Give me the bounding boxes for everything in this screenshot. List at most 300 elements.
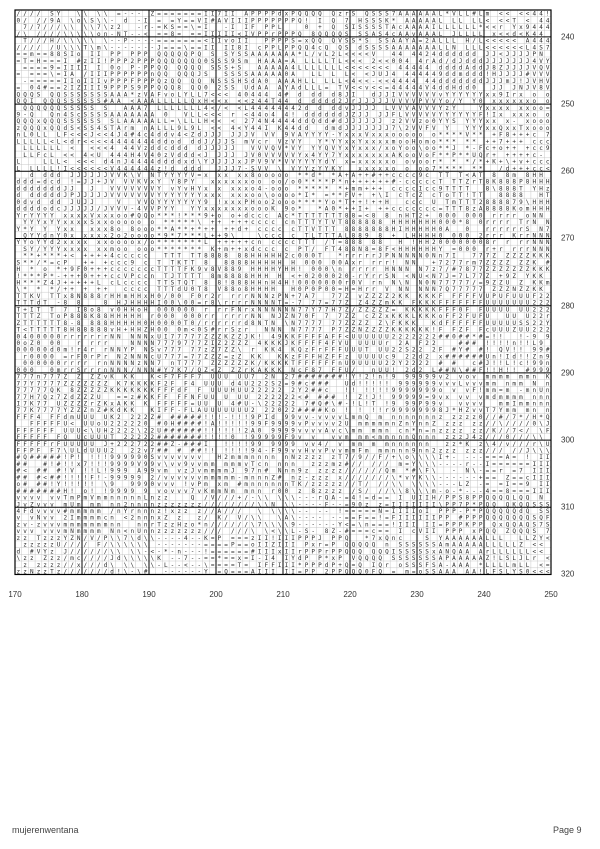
svg-text:P: P	[258, 414, 262, 421]
svg-text:-: -	[452, 481, 456, 488]
svg-text:m: m	[486, 380, 490, 387]
svg-text:Y: Y	[398, 360, 402, 367]
svg-text:I: I	[532, 468, 536, 475]
svg-text:V: V	[144, 91, 148, 98]
svg-text:L: L	[23, 152, 27, 159]
svg-text:=: =	[298, 38, 302, 45]
svg-text:Y: Y	[197, 192, 201, 199]
svg-text:o: o	[291, 192, 295, 199]
svg-text:2: 2	[285, 374, 289, 381]
svg-text:P: P	[419, 98, 423, 105]
svg-text:K: K	[432, 306, 436, 313]
svg-text:8: 8	[499, 199, 503, 206]
svg-text:!: !	[385, 380, 389, 387]
svg-text:+: +	[506, 138, 510, 145]
svg-text:o: o	[150, 226, 154, 233]
svg-text:m: m	[499, 394, 503, 401]
svg-text:v: v	[459, 394, 463, 401]
svg-text:#: #	[177, 427, 181, 434]
svg-text:P: P	[110, 58, 114, 65]
svg-text:H: H	[432, 233, 436, 240]
svg-text:9: 9	[419, 387, 423, 394]
svg-text:*: *	[445, 138, 449, 145]
svg-text:\: \	[499, 421, 503, 428]
svg-text:+: +	[492, 246, 496, 253]
svg-text:Z: Z	[358, 394, 362, 401]
svg-text:*: *	[472, 165, 476, 172]
svg-text:/: /	[345, 474, 349, 481]
svg-text:<: <	[104, 145, 108, 152]
svg-text:P: P	[264, 24, 268, 31]
svg-text:7: 7	[191, 333, 195, 340]
svg-text:2: 2	[251, 387, 255, 394]
svg-text:#: #	[311, 374, 315, 381]
svg-text:U: U	[378, 347, 382, 354]
svg-text:0: 0	[392, 58, 396, 65]
svg-text:Z: Z	[506, 286, 510, 293]
svg-text:!: !	[345, 394, 349, 401]
svg-text:U: U	[345, 380, 349, 387]
svg-text:m: m	[70, 414, 74, 421]
svg-text:J: J	[499, 85, 503, 92]
svg-text:2: 2	[425, 333, 429, 340]
svg-text:2: 2	[479, 233, 483, 240]
svg-text:r: r	[217, 320, 221, 327]
svg-text:*: *	[177, 226, 181, 233]
svg-text:K: K	[271, 340, 275, 347]
svg-text:S: S	[244, 78, 248, 85]
svg-text:c: c	[278, 226, 282, 233]
svg-text:9: 9	[532, 333, 536, 340]
svg-text:2: 2	[124, 353, 128, 360]
svg-text:z: z	[392, 118, 396, 125]
svg-text:=: =	[499, 387, 503, 394]
svg-text:S: S	[231, 71, 235, 78]
svg-text:8: 8	[211, 273, 215, 280]
svg-text:*: *	[452, 159, 456, 166]
svg-text:2: 2	[398, 340, 402, 347]
svg-text:H: H	[425, 219, 429, 226]
svg-text:9: 9	[506, 273, 510, 280]
svg-text:7: 7	[465, 286, 469, 293]
svg-text:d: d	[358, 44, 362, 51]
svg-text:+: +	[238, 219, 242, 226]
svg-text:x: x	[238, 206, 242, 213]
svg-text:2: 2	[137, 448, 141, 455]
svg-text:N: N	[432, 273, 436, 280]
svg-text:v: v	[318, 427, 322, 434]
svg-text:H: H	[104, 427, 108, 434]
svg-text:K: K	[264, 360, 268, 367]
svg-text:c: c	[419, 179, 423, 186]
svg-text:U: U	[104, 448, 108, 455]
svg-text:U: U	[70, 441, 74, 448]
svg-text:Y: Y	[43, 239, 47, 246]
svg-text:F: F	[325, 360, 329, 367]
svg-text:-: -	[137, 38, 141, 45]
svg-text:m: m	[365, 421, 369, 428]
svg-text:c: c	[144, 132, 148, 139]
svg-text:L: L	[338, 58, 342, 65]
svg-text:#: #	[23, 461, 27, 468]
svg-text:0: 0	[191, 300, 195, 307]
svg-text:*: *	[50, 273, 54, 280]
svg-text:o: o	[412, 132, 416, 139]
svg-text:n: n	[291, 461, 295, 468]
svg-text:V: V	[532, 71, 536, 78]
svg-text:Z: Z	[83, 380, 87, 387]
svg-text:!: !	[385, 374, 389, 381]
svg-text:o: o	[171, 91, 175, 98]
svg-text:J: J	[124, 159, 128, 166]
svg-text:A: A	[258, 65, 262, 72]
svg-text:0: 0	[452, 239, 456, 246]
svg-text:/: /	[352, 461, 356, 468]
svg-text:T: T	[311, 219, 315, 226]
svg-text:Y: Y	[57, 233, 61, 240]
svg-text:r: r	[492, 233, 496, 240]
svg-text:0: 0	[177, 327, 181, 334]
svg-text:<: <	[506, 31, 510, 38]
svg-text:Q: Q	[23, 118, 27, 125]
svg-text:#: #	[459, 333, 463, 340]
svg-text:Q: Q	[164, 58, 168, 65]
svg-text:9: 9	[124, 454, 128, 461]
svg-text:+: +	[486, 159, 490, 166]
svg-text:F: F	[90, 474, 94, 481]
svg-text:A: A	[124, 91, 128, 98]
svg-text:A: A	[398, 38, 402, 45]
svg-text:A: A	[398, 11, 402, 18]
svg-text:T: T	[338, 454, 342, 461]
svg-text:c: c	[57, 259, 61, 266]
svg-text:L: L	[311, 85, 315, 92]
svg-text:7: 7	[331, 152, 335, 159]
svg-text:0: 0	[439, 212, 443, 219]
svg-text:0: 0	[83, 273, 87, 280]
svg-text:Z: Z	[345, 320, 349, 327]
svg-text:A: A	[271, 71, 275, 78]
svg-text:F: F	[171, 387, 175, 394]
svg-text:Q: Q	[318, 38, 322, 45]
svg-text:x: x	[519, 91, 523, 98]
svg-text:S: S	[77, 367, 81, 374]
svg-text:x: x	[251, 306, 255, 313]
svg-text:7: 7	[439, 266, 443, 273]
svg-text:r: r	[70, 353, 74, 360]
svg-text:Z: Z	[465, 481, 469, 488]
svg-text:#: #	[191, 421, 195, 428]
svg-text:K: K	[144, 401, 148, 408]
svg-text:r: r	[104, 333, 108, 340]
svg-text:=: =	[486, 468, 490, 475]
svg-text:+: +	[385, 172, 389, 179]
svg-text:L: L	[57, 138, 61, 145]
svg-text:F: F	[445, 306, 449, 313]
svg-text:#: #	[77, 58, 81, 65]
svg-text:*: *	[318, 179, 322, 186]
svg-text:J: J	[512, 78, 516, 85]
svg-text:Q: Q	[157, 78, 161, 85]
svg-text:N: N	[144, 340, 148, 347]
svg-text:=: =	[30, 58, 34, 65]
svg-text:!: !	[238, 448, 242, 455]
svg-text:U: U	[217, 380, 221, 387]
svg-text:9: 9	[264, 434, 268, 441]
svg-text:8: 8	[97, 306, 101, 313]
svg-text:v: v	[519, 159, 523, 166]
svg-text:!: !	[358, 407, 362, 414]
svg-text:J: J	[104, 179, 108, 186]
svg-text:0: 0	[318, 280, 322, 287]
svg-text:!: !	[258, 333, 262, 340]
svg-text:c: c	[164, 145, 168, 152]
svg-text:H: H	[432, 219, 436, 226]
svg-text:J: J	[231, 159, 235, 166]
svg-text:J: J	[499, 58, 503, 65]
svg-text:F: F	[43, 441, 47, 448]
svg-text:N: N	[258, 320, 262, 327]
svg-text:A: A	[419, 31, 423, 38]
svg-text:r: r	[358, 266, 362, 273]
svg-text:T: T	[191, 253, 195, 260]
svg-text:Q: Q	[50, 125, 54, 132]
svg-text:!: !	[492, 340, 496, 347]
svg-text:\: \	[83, 17, 87, 24]
svg-text:0: 0	[439, 226, 443, 233]
svg-text:*: *	[184, 246, 188, 253]
svg-text:K: K	[224, 333, 228, 340]
svg-text:#: #	[43, 454, 47, 461]
svg-text:T: T	[298, 239, 302, 246]
svg-text:o: o	[117, 239, 121, 246]
svg-text:Y: Y	[338, 165, 342, 172]
svg-text:*: *	[439, 152, 443, 159]
svg-text:L: L	[385, 105, 389, 112]
svg-text:m: m	[244, 58, 248, 65]
svg-text:r: r	[465, 461, 469, 468]
svg-text:r: r	[372, 273, 376, 280]
svg-text:7: 7	[197, 347, 201, 354]
svg-text:+: +	[378, 172, 382, 179]
svg-text:2: 2	[144, 434, 148, 441]
svg-text:J: J	[285, 340, 289, 347]
svg-text:/: /	[157, 474, 161, 481]
svg-text:7: 7	[345, 17, 349, 24]
svg-text:F: F	[16, 448, 20, 455]
svg-text:+: +	[365, 206, 369, 213]
svg-text:/: /	[352, 468, 356, 475]
svg-text:7: 7	[57, 374, 61, 381]
svg-text:z: z	[231, 353, 235, 360]
svg-text:x: x	[104, 246, 108, 253]
svg-text:Z: Z	[83, 401, 87, 408]
svg-text:!: !	[378, 394, 382, 401]
svg-text:d: d	[164, 159, 168, 166]
svg-text:N: N	[150, 360, 154, 367]
svg-text:x: x	[37, 118, 41, 125]
svg-text:7: 7	[191, 360, 195, 367]
svg-text:2: 2	[532, 327, 536, 334]
svg-text:z: z	[439, 427, 443, 434]
svg-text:Q: Q	[365, 414, 369, 421]
svg-text:K: K	[251, 367, 255, 374]
svg-text:8: 8	[378, 233, 382, 240]
svg-text:c: c	[124, 259, 128, 266]
svg-text:Z: Z	[378, 293, 382, 300]
svg-text:J: J	[546, 421, 550, 428]
svg-text:-: -	[177, 407, 181, 414]
svg-text:x: x	[63, 246, 67, 253]
svg-text:4: 4	[392, 51, 396, 58]
svg-text:H: H	[130, 327, 134, 334]
svg-text:-: -	[251, 401, 255, 408]
svg-text:I: I	[546, 481, 550, 488]
svg-text:#: #	[331, 394, 335, 401]
svg-text:c: c	[532, 145, 536, 152]
svg-text:+: +	[231, 246, 235, 253]
svg-text:\: \	[90, 31, 94, 38]
svg-text:x: x	[352, 152, 356, 159]
svg-text:\: \	[83, 31, 87, 38]
svg-text:P: P	[285, 17, 289, 24]
svg-text:Z: Z	[492, 286, 496, 293]
svg-text:U: U	[70, 427, 74, 434]
svg-text:A: A	[419, 17, 423, 24]
svg-text:U: U	[197, 401, 201, 408]
svg-text:Z: Z	[70, 407, 74, 414]
svg-text:d: d	[43, 179, 47, 186]
svg-text:*: *	[338, 179, 342, 186]
svg-text:Y: Y	[285, 85, 289, 92]
svg-text:!: !	[546, 11, 550, 18]
svg-text:o: o	[23, 340, 27, 347]
svg-text:K: K	[291, 347, 295, 354]
svg-text:J: J	[204, 152, 208, 159]
svg-text:F: F	[311, 333, 315, 340]
svg-text:0: 0	[37, 360, 41, 367]
svg-text:x: x	[345, 138, 349, 145]
svg-text:Y: Y	[472, 91, 476, 98]
svg-text:x: x	[211, 206, 215, 213]
svg-text:L: L	[43, 138, 47, 145]
svg-text:d: d	[459, 51, 463, 58]
svg-text:K: K	[110, 387, 114, 394]
svg-text:T: T	[191, 259, 195, 266]
svg-text:T: T	[372, 401, 376, 408]
svg-text:!: !	[512, 367, 516, 374]
svg-text:r: r	[70, 367, 74, 374]
svg-text:T: T	[157, 259, 161, 266]
svg-text:=: =	[37, 51, 41, 58]
svg-text:z: z	[305, 347, 309, 354]
svg-text:+: +	[512, 145, 516, 152]
svg-text:\: \	[459, 367, 463, 374]
svg-text:K: K	[144, 394, 148, 401]
svg-text:c: c	[251, 212, 255, 219]
svg-text:J: J	[124, 300, 128, 307]
svg-text:o: o	[217, 212, 221, 219]
svg-text:z: z	[452, 421, 456, 428]
svg-text:<: <	[378, 65, 382, 72]
svg-text:9: 9	[392, 353, 396, 360]
svg-text:T: T	[405, 192, 409, 199]
svg-text:7: 7	[23, 387, 27, 394]
svg-text:m: m	[204, 474, 208, 481]
svg-text:0: 0	[171, 313, 175, 320]
svg-text:x: x	[217, 185, 221, 192]
svg-text:r: r	[345, 280, 349, 287]
svg-text:4: 4	[311, 44, 315, 51]
svg-text:m: m	[526, 374, 530, 381]
svg-text:c: c	[285, 219, 289, 226]
svg-text:x: x	[365, 138, 369, 145]
svg-text:!: !	[204, 448, 208, 455]
svg-text:=: =	[197, 300, 201, 307]
svg-text:L: L	[439, 11, 443, 18]
svg-text:Z: Z	[211, 333, 215, 340]
svg-text:r: r	[486, 219, 490, 226]
svg-text:U: U	[486, 300, 490, 307]
svg-text:N: N	[271, 374, 275, 381]
svg-text:A: A	[372, 31, 376, 38]
svg-text:7: 7	[318, 320, 322, 327]
svg-text:T: T	[171, 286, 175, 293]
svg-text:Q: Q	[37, 105, 41, 112]
svg-text:/: /	[352, 474, 356, 481]
svg-text:m: m	[211, 461, 215, 468]
svg-text:c: c	[124, 286, 128, 293]
svg-text:V: V	[144, 199, 148, 206]
svg-text:v: v	[479, 401, 483, 408]
svg-text:F: F	[57, 441, 61, 448]
svg-text:!: !	[204, 427, 208, 434]
svg-text:V: V	[137, 172, 141, 179]
svg-text:!: !	[486, 340, 490, 347]
svg-text:d: d	[251, 85, 255, 92]
svg-text:I: I	[144, 17, 148, 24]
svg-text:L: L	[311, 58, 315, 65]
svg-text:Y: Y	[445, 125, 449, 132]
svg-text:*: *	[184, 239, 188, 246]
svg-text:c: c	[546, 159, 550, 166]
svg-text:-: -	[144, 44, 148, 51]
svg-text:=: =	[184, 38, 188, 45]
svg-text:N: N	[392, 273, 396, 280]
svg-text:T: T	[124, 31, 128, 38]
svg-text:d: d	[479, 58, 483, 65]
svg-text:A: A	[117, 125, 121, 132]
svg-text:<: <	[512, 38, 516, 45]
svg-text:*: *	[157, 226, 161, 233]
svg-text:K: K	[271, 360, 275, 367]
svg-text:!: !	[238, 421, 242, 428]
svg-text:<: <	[392, 246, 396, 253]
svg-text:o: o	[499, 145, 503, 152]
svg-text:H: H	[305, 448, 309, 455]
svg-text:9: 9	[412, 380, 416, 387]
svg-text:Y: Y	[499, 407, 503, 414]
svg-text:-: -	[224, 414, 228, 421]
svg-text:0: 0	[305, 280, 309, 287]
svg-text:z: z	[298, 454, 302, 461]
svg-text:0: 0	[191, 313, 195, 320]
svg-text:Y: Y	[171, 192, 175, 199]
svg-text:J: J	[526, 85, 530, 92]
svg-text:2: 2	[432, 340, 436, 347]
svg-text:d: d	[197, 138, 201, 145]
svg-text:#: #	[439, 360, 443, 367]
